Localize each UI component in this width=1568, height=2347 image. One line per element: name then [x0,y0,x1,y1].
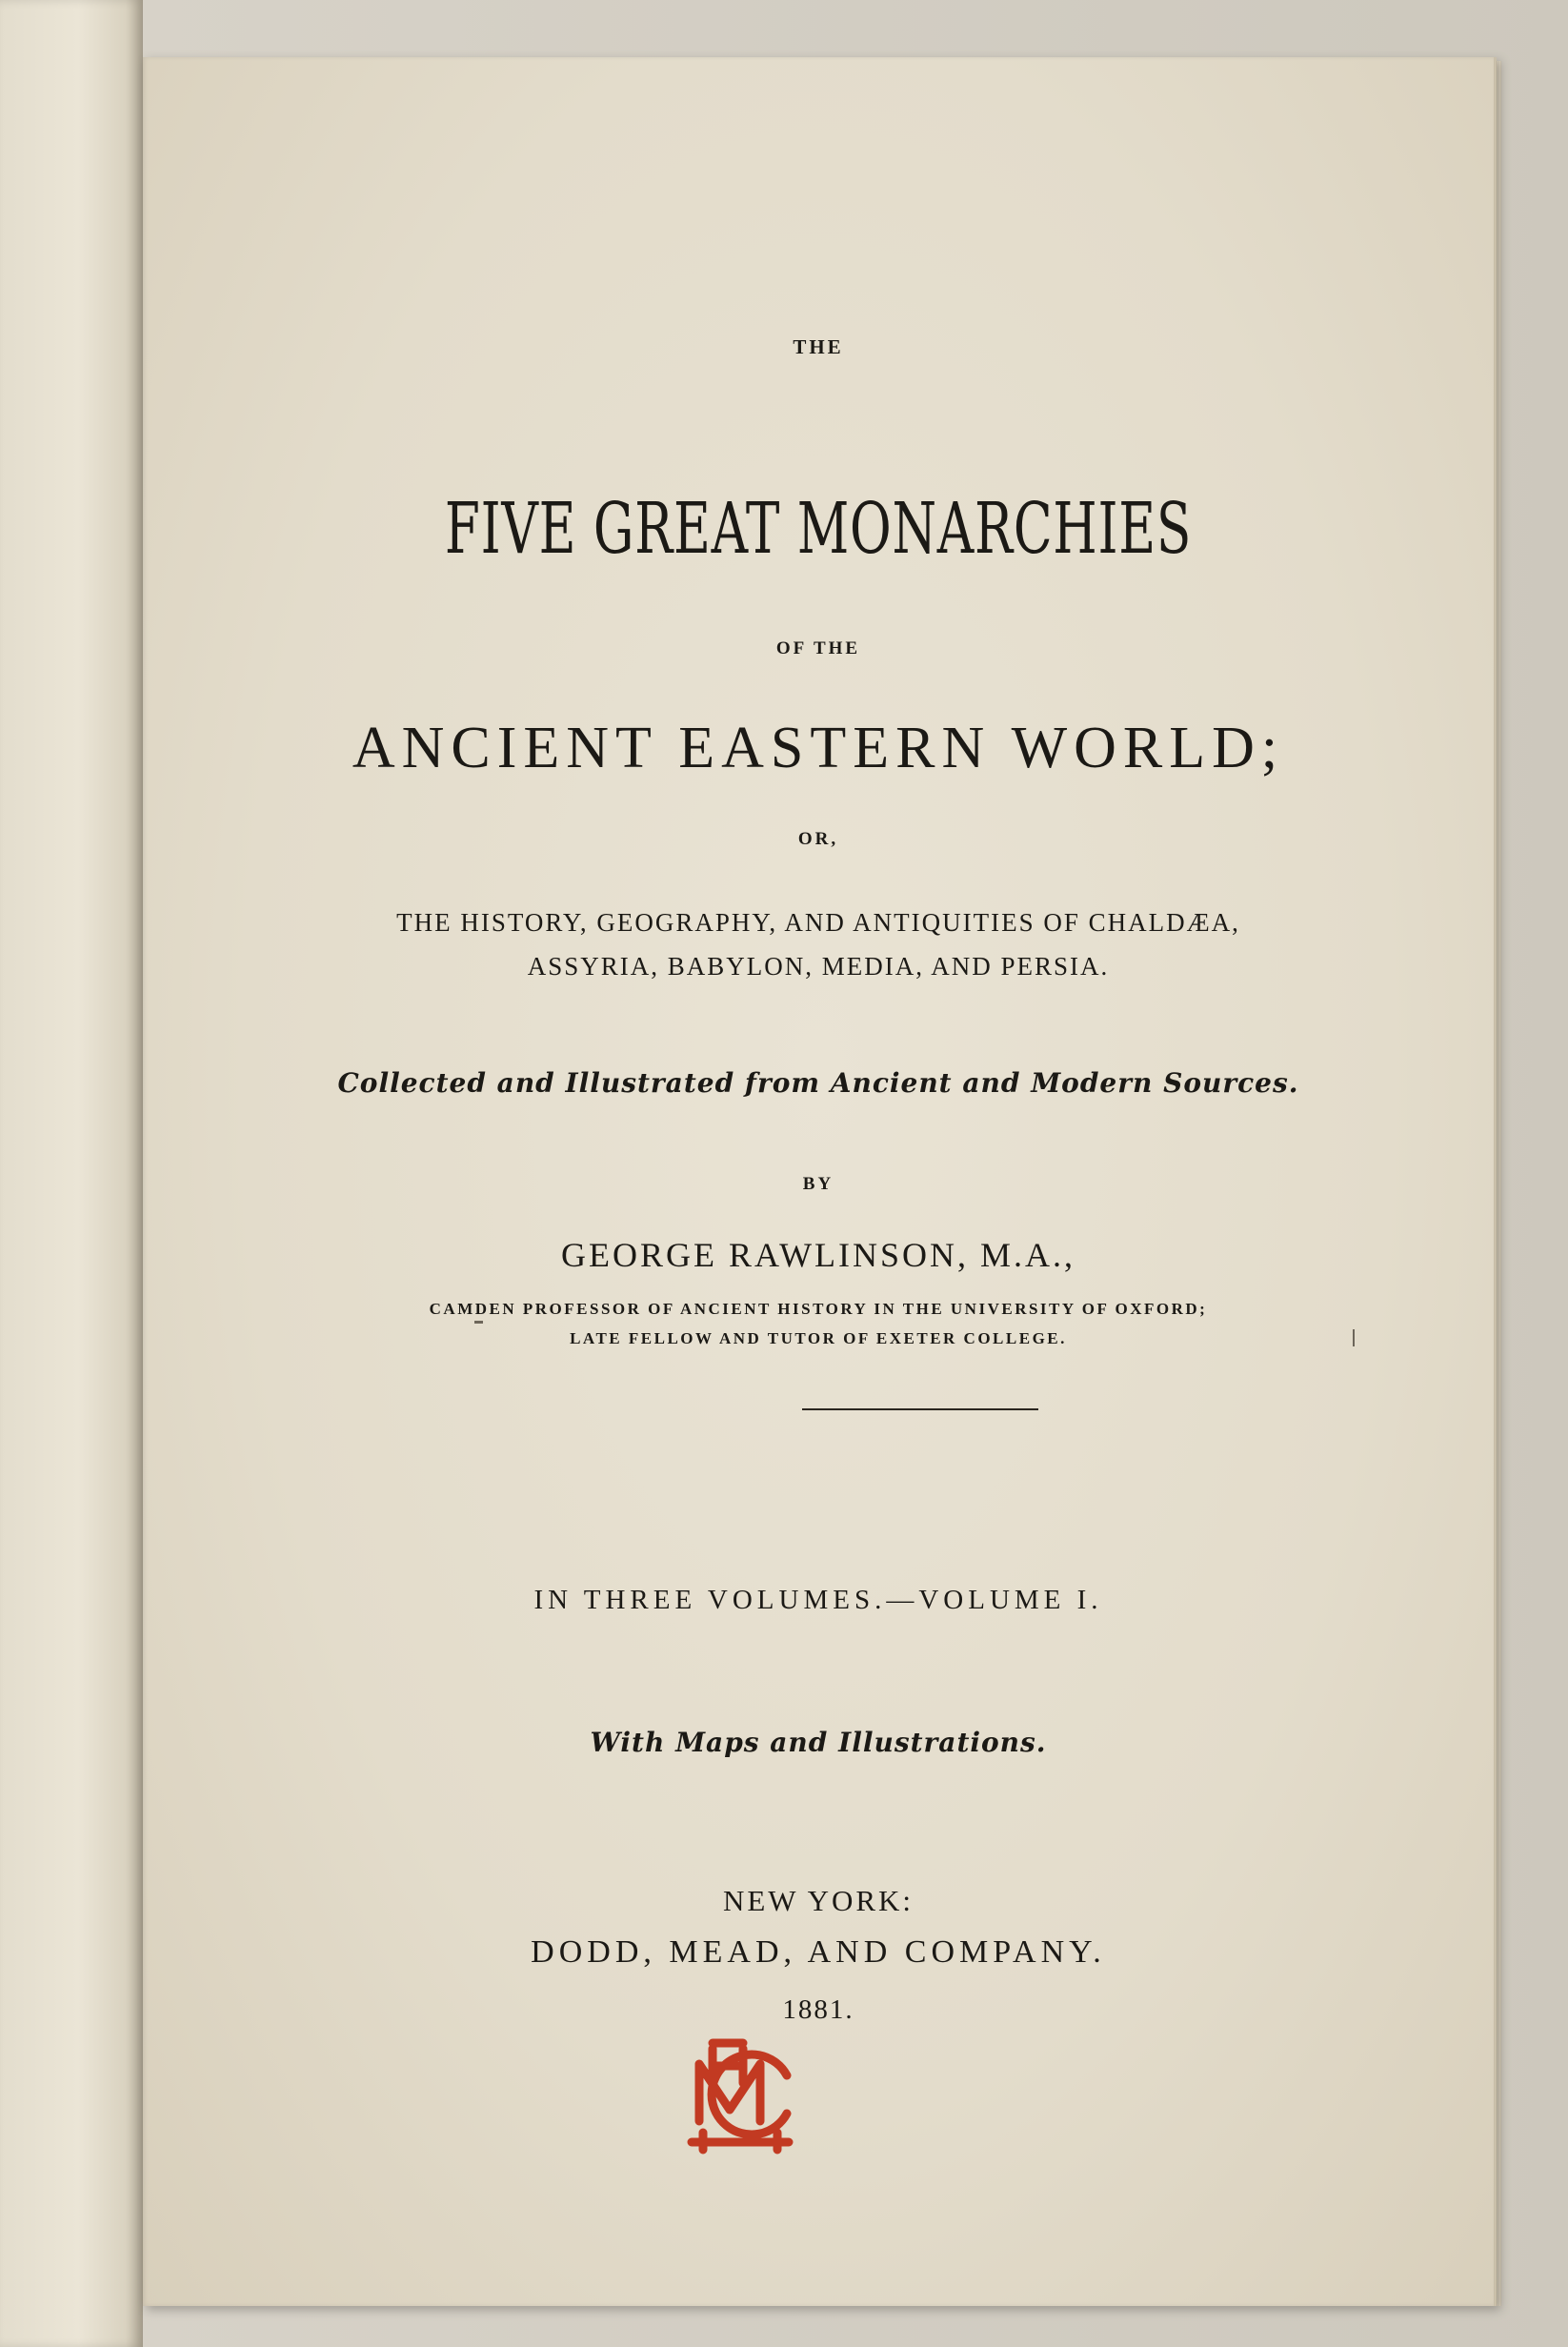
paper-mark [1353,1329,1355,1346]
or-connector: OR, [797,829,839,849]
author-affiliation-1: CAMDEN PROFESSOR OF ANCIENT HISTORY IN THE UNIVERSITY OF OXFORD; [429,1300,1208,1318]
separator-rule [802,1408,1038,1410]
of-the: OF THE [775,638,861,658]
publisher-monogram-icon [674,2026,808,2159]
collected-note: Collected and Illustrated from Ancient and Modern Sources. [337,1067,1299,1099]
paper-speck [474,1321,483,1324]
publication-year: 1881. [782,1994,854,2025]
illustrations-note: With Maps and Illustrations. [590,1727,1047,1758]
publisher-name: DODD, MEAD, AND COMPANY. [531,1934,1106,1970]
description-line-1: THE HISTORY, GEOGRAPHY, AND ANTIQUITIES OF CHALDÆA, [396,908,1240,937]
book-title: FIVE GREAT MONARCHIES [444,488,1193,570]
author-name: GEORGE RAWLINSON, M.A., [560,1236,1076,1274]
description-line-2: ASSYRIA, BABYLON, MEDIA, AND PERSIA. [527,952,1110,981]
left-page-leaf [0,0,143,2347]
imprint-city: NEW YORK: [722,1884,915,1917]
book-subtitle: ANCIENT EASTERN WORLD; [352,716,1285,780]
by-label: BY [802,1174,834,1194]
title-the: THE [793,335,844,358]
author-affiliation-2: LATE FELLOW AND TUTOR OF EXETER COLLEGE. [570,1329,1067,1347]
volume-statement: IN THREE VOLUMES.—VOLUME I. [533,1585,1103,1615]
title-page [143,57,1497,2306]
